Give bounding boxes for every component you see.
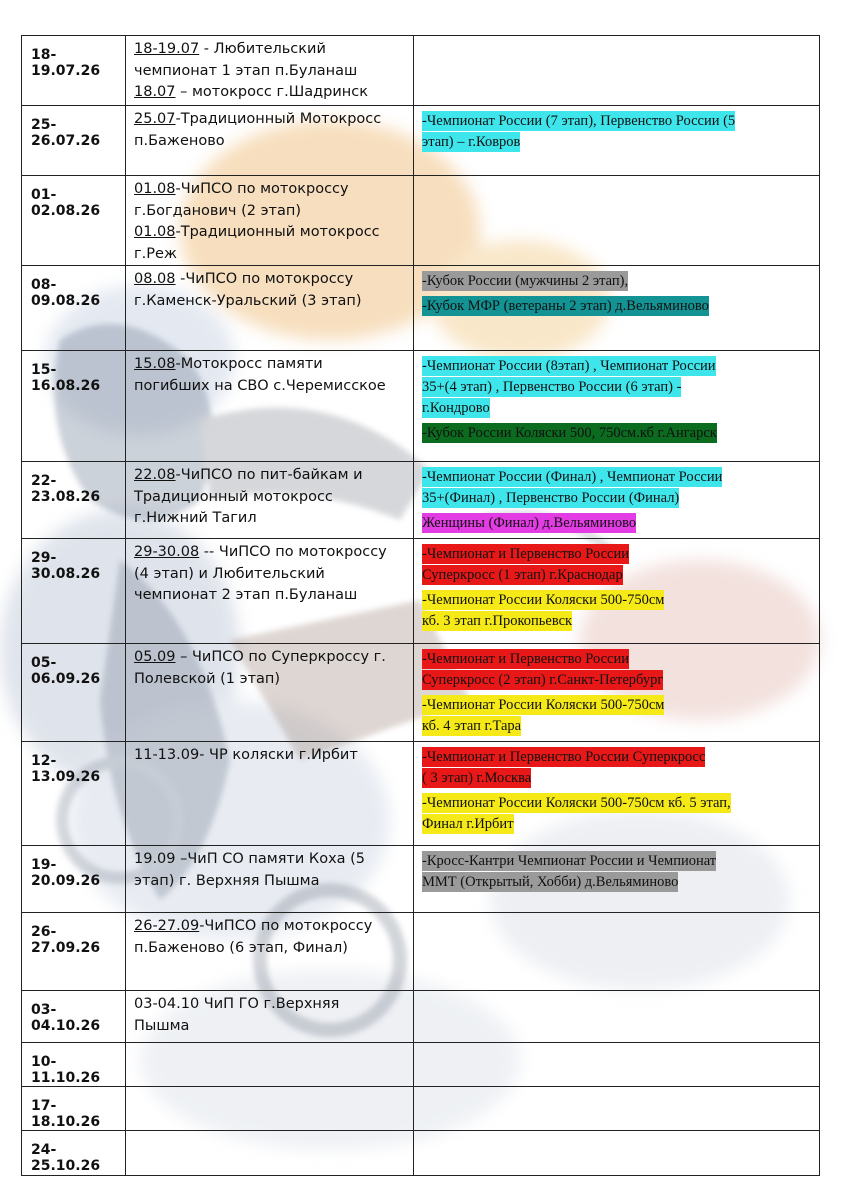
federal-events-cell xyxy=(414,1131,820,1176)
highlighted-text: -Кубок России (мужчины 2 этап), xyxy=(422,273,629,289)
event-text: п.Баженово (6 этап, Финал) xyxy=(134,939,348,956)
highlighted-text: кб. 4 этап г.Тара xyxy=(422,718,522,734)
regional-event-line xyxy=(134,131,409,153)
federal-event-line xyxy=(422,695,815,716)
federal-event-line xyxy=(422,611,815,632)
federal-event-line xyxy=(422,768,815,789)
federal-event-line xyxy=(422,716,815,737)
event-date-prefix: 08.08 xyxy=(134,271,176,287)
federal-event-line xyxy=(422,296,815,317)
event-text: (4 этап) и Любительский xyxy=(134,565,325,582)
federal-event xyxy=(422,544,815,586)
regional-event-line xyxy=(134,938,409,960)
federal-events-cell xyxy=(414,1043,820,1087)
highlighted-text: Женщины (Финал) д.Вельяминово xyxy=(422,515,637,531)
federal-event-line xyxy=(422,565,815,586)
regional-event-line xyxy=(134,916,409,938)
federal-event-line xyxy=(422,377,815,398)
federal-event-line xyxy=(422,356,815,377)
federal-event xyxy=(422,271,815,292)
event-date-prefix: 22.08 xyxy=(134,467,176,483)
federal-events-cell xyxy=(414,462,820,539)
highlighted-text: -Чемпионат России (7 этап), Первенство России (5 xyxy=(422,113,736,129)
regional-event-line xyxy=(134,871,409,893)
federal-events-cell xyxy=(414,266,820,351)
federal-event xyxy=(422,356,815,419)
federal-event-line xyxy=(422,747,815,768)
event-text: 11-13.09- ЧР коляски г.Ирбит xyxy=(134,747,358,763)
table-row xyxy=(22,846,820,913)
regional-event-line xyxy=(134,39,409,61)
federal-event-line xyxy=(422,271,815,292)
regional-event-line xyxy=(134,487,409,509)
event-text: -ЧиПСО по мотокроссу xyxy=(175,181,349,197)
event-text: Пышма xyxy=(134,1017,190,1034)
event-text: -ЧиПСО по мотокроссу xyxy=(175,271,354,287)
regional-event-line xyxy=(134,585,409,607)
federal-event-line xyxy=(422,793,815,814)
regional-event-line xyxy=(134,61,409,83)
event-date-prefix: 18.07 xyxy=(134,84,176,100)
regional-event-line xyxy=(134,849,409,871)
date-text: 08-09.08.26 xyxy=(31,277,101,309)
highlighted-text: -Чемпионат и Первенство России xyxy=(422,546,630,562)
table-row xyxy=(22,644,820,742)
regional-events-cell xyxy=(126,462,414,539)
federal-event-line xyxy=(422,132,815,153)
highlighted-text: г.Кондрово xyxy=(422,400,490,416)
federal-events-cell xyxy=(414,106,820,176)
federal-event-line xyxy=(422,872,815,893)
regional-event-line xyxy=(134,1016,409,1038)
event-date-prefix: 05.09 xyxy=(134,649,176,665)
regional-event-line xyxy=(134,269,409,291)
regional-event-line xyxy=(134,745,409,767)
date-cell xyxy=(22,991,126,1043)
regional-events-cell xyxy=(126,742,414,846)
federal-event xyxy=(422,111,815,153)
date-cell xyxy=(22,846,126,913)
date-cell xyxy=(22,1087,126,1131)
federal-event xyxy=(422,649,815,691)
table-row xyxy=(22,991,820,1043)
highlighted-text: Суперкросс (2 этап) г.Санкт-Петербург xyxy=(422,672,664,688)
table-row xyxy=(22,106,820,176)
federal-events-cell xyxy=(414,539,820,644)
event-text: -- ЧиПСО по мотокроссу xyxy=(199,544,387,560)
regional-event-line xyxy=(134,222,409,244)
date-cell xyxy=(22,1131,126,1176)
date-text: 29-30.08.26 xyxy=(31,550,101,582)
date-text: 10-11.10.26 xyxy=(31,1054,101,1086)
date-text: 15-16.08.26 xyxy=(31,362,101,394)
federal-event-line xyxy=(422,513,815,534)
regional-event-line xyxy=(134,82,409,104)
highlighted-text: -Чемпионат России Коляски 500-750см xyxy=(422,592,665,608)
highlighted-text: -Чемпионат и Первенство России Суперкросс xyxy=(422,749,706,765)
table-row xyxy=(22,462,820,539)
highlighted-text: 35+(4 этап) , Первенство России (6 этап) - xyxy=(422,379,682,395)
regional-event-line xyxy=(134,291,409,313)
date-text: 01-02.08.26 xyxy=(31,187,101,219)
event-text: – мотокросс г.Шадринск xyxy=(175,84,368,100)
event-text: этап) г. Верхняя Пышма xyxy=(134,872,320,889)
regional-events-cell xyxy=(126,176,414,266)
event-text: -ЧиПСО по мотокроссу xyxy=(199,918,373,934)
event-text: погибших на СВО с.Черемисское xyxy=(134,377,386,394)
regional-events-cell xyxy=(126,846,414,913)
regional-event-line xyxy=(134,669,409,691)
table-row xyxy=(22,742,820,846)
event-date-prefix: 29-30.08 xyxy=(134,544,200,560)
highlighted-text: ( 3 этап) г.Москва xyxy=(422,770,532,786)
table-row xyxy=(22,36,820,106)
federal-event xyxy=(422,423,815,444)
federal-event-line xyxy=(422,398,815,419)
schedule-table xyxy=(21,35,820,1176)
federal-event-line xyxy=(422,423,815,444)
regional-events-cell xyxy=(126,1043,414,1087)
regional-event-line xyxy=(134,994,409,1016)
highlighted-text: кб. 3 этап г.Прокопьевск xyxy=(422,613,573,629)
highlighted-text: Суперкросс (1 этап) г.Краснодар xyxy=(422,567,623,583)
regional-event-line xyxy=(134,201,409,223)
federal-event xyxy=(422,851,815,893)
table-row xyxy=(22,539,820,644)
date-cell xyxy=(22,36,126,106)
date-text: 26-27.09.26 xyxy=(31,924,101,956)
highlighted-text: -Чемпионат России (Финал) , Чемпионат России xyxy=(422,469,723,485)
event-text: 03-04.10 ЧиП ГО г.Верхняя xyxy=(134,996,340,1012)
regional-events-cell xyxy=(126,1087,414,1131)
regional-event-line xyxy=(134,179,409,201)
federal-event-line xyxy=(422,649,815,670)
federal-event xyxy=(422,747,815,789)
table-row xyxy=(22,913,820,991)
date-cell xyxy=(22,539,126,644)
event-text: 19.09 –ЧиП СО памяти Коха (5 xyxy=(134,851,366,867)
event-text: п.Баженово xyxy=(134,132,225,149)
federal-events-cell xyxy=(414,1087,820,1131)
federal-events-cell xyxy=(414,742,820,846)
event-text: -Традиционный мотокросс xyxy=(175,224,380,240)
highlighted-text: -Чемпионат России (8этап) , Чемпионат России xyxy=(422,358,716,374)
schedule-body xyxy=(22,36,820,1176)
federal-event-line xyxy=(422,814,815,835)
table-row xyxy=(22,351,820,462)
federal-event-line xyxy=(422,590,815,611)
date-cell xyxy=(22,1043,126,1087)
federal-events-cell xyxy=(414,991,820,1043)
regional-events-cell xyxy=(126,539,414,644)
event-text: г.Каменск-Уральский (3 этап) xyxy=(134,292,362,309)
regional-events-cell xyxy=(126,644,414,742)
event-date-prefix: 01.08 xyxy=(134,181,176,197)
regional-events-cell xyxy=(126,1131,414,1176)
regional-event-line xyxy=(134,564,409,586)
federal-event-line xyxy=(422,544,815,565)
regional-events-cell xyxy=(126,106,414,176)
federal-event xyxy=(422,513,815,534)
regional-event-line xyxy=(134,244,409,266)
date-cell xyxy=(22,106,126,176)
event-date-prefix: 01.08 xyxy=(134,224,176,240)
event-text: г.Реж xyxy=(134,245,177,262)
event-date-prefix: 26-27.09 xyxy=(134,918,200,934)
date-cell xyxy=(22,176,126,266)
date-text: 17-18.10.26 xyxy=(31,1098,101,1130)
regional-events-cell xyxy=(126,266,414,351)
federal-events-cell xyxy=(414,176,820,266)
date-cell xyxy=(22,644,126,742)
federal-event-line xyxy=(422,670,815,691)
federal-event xyxy=(422,467,815,509)
highlighted-text: -Кубок России Коляски 500, 750см.кб г.Ангарск xyxy=(422,425,717,441)
highlighted-text: -Кросс-Кантри Чемпионат России и Чемпионат xyxy=(422,853,717,869)
event-text: – ЧиПСО по Суперкроссу г. xyxy=(175,649,386,665)
highlighted-text: -Чемпионат России Коляски 500-750см кб. 5 этап, xyxy=(422,795,731,811)
date-text: 24-25.10.26 xyxy=(31,1142,101,1174)
federal-event-line xyxy=(422,111,815,132)
event-text: -Традиционный Мотокросс xyxy=(175,111,382,127)
event-text: Полевской (1 этап) xyxy=(134,670,281,687)
federal-event-line xyxy=(422,488,815,509)
highlighted-text: -Кубок МФР (ветераны 2 этап) д.Вельяминово xyxy=(422,298,709,314)
date-text: 03-04.10.26 xyxy=(31,1002,101,1034)
event-text: -ЧиПСО по пит-байкам и xyxy=(175,467,363,483)
regional-events-cell xyxy=(126,36,414,106)
table-row xyxy=(22,1043,820,1087)
federal-event-line xyxy=(422,467,815,488)
date-cell xyxy=(22,742,126,846)
table-row xyxy=(22,1131,820,1176)
regional-event-line xyxy=(134,508,409,530)
regional-events-cell xyxy=(126,991,414,1043)
regional-event-line xyxy=(134,647,409,669)
highlighted-text: -Чемпионат и Первенство России xyxy=(422,651,630,667)
federal-events-cell xyxy=(414,846,820,913)
table-row xyxy=(22,266,820,351)
regional-events-cell xyxy=(126,913,414,991)
event-text: - Любительский xyxy=(199,41,326,57)
date-cell xyxy=(22,462,126,539)
regional-event-line xyxy=(134,376,409,398)
event-date-prefix: 18-19.07 xyxy=(134,41,200,57)
date-text: 25-26.07.26 xyxy=(31,117,101,149)
date-cell xyxy=(22,266,126,351)
date-cell xyxy=(22,351,126,462)
highlighted-text: Финал г.Ирбит xyxy=(422,816,514,832)
highlighted-text: -Чемпионат России Коляски 500-750см xyxy=(422,697,665,713)
regional-event-line xyxy=(134,465,409,487)
date-text: 19-20.09.26 xyxy=(31,857,101,889)
event-text: чемпионат 1 этап п.Буланаш xyxy=(134,62,358,79)
highlighted-text: этап) – г.Ковров xyxy=(422,134,521,150)
regional-event-line xyxy=(134,109,409,131)
regional-event-line xyxy=(134,354,409,376)
federal-events-cell xyxy=(414,913,820,991)
date-text: 12-13.09.26 xyxy=(31,753,101,785)
regional-events-cell xyxy=(126,351,414,462)
date-text: 18-19.07.26 xyxy=(31,47,101,79)
federal-events-cell xyxy=(414,644,820,742)
federal-event xyxy=(422,590,815,632)
event-text: г.Богданович (2 этап) xyxy=(134,202,301,219)
federal-event xyxy=(422,296,815,317)
highlighted-text: ММТ (Открытый, Хобби) д.Вельяминово xyxy=(422,874,679,890)
table-row xyxy=(22,1087,820,1131)
federal-event-line xyxy=(422,851,815,872)
event-text: г.Нижний Тагил xyxy=(134,510,257,526)
event-text: -Мотокросс памяти xyxy=(175,356,323,372)
date-cell xyxy=(22,913,126,991)
federal-event xyxy=(422,793,815,835)
federal-event xyxy=(422,695,815,737)
highlighted-text: 35+(Финал) , Первенство России (Финал) xyxy=(422,490,680,506)
date-text: 05-06.09.26 xyxy=(31,655,101,687)
date-text: 22-23.08.26 xyxy=(31,473,101,505)
event-text: чемпионат 2 этап п.Буланаш xyxy=(134,587,358,603)
federal-events-cell xyxy=(414,36,820,106)
federal-events-cell xyxy=(414,351,820,462)
table-row xyxy=(22,176,820,266)
event-text: Традиционный мотокросс xyxy=(134,488,333,505)
event-date-prefix: 25.07 xyxy=(134,111,176,127)
event-date-prefix: 15.08 xyxy=(134,356,176,372)
regional-event-line xyxy=(134,542,409,564)
